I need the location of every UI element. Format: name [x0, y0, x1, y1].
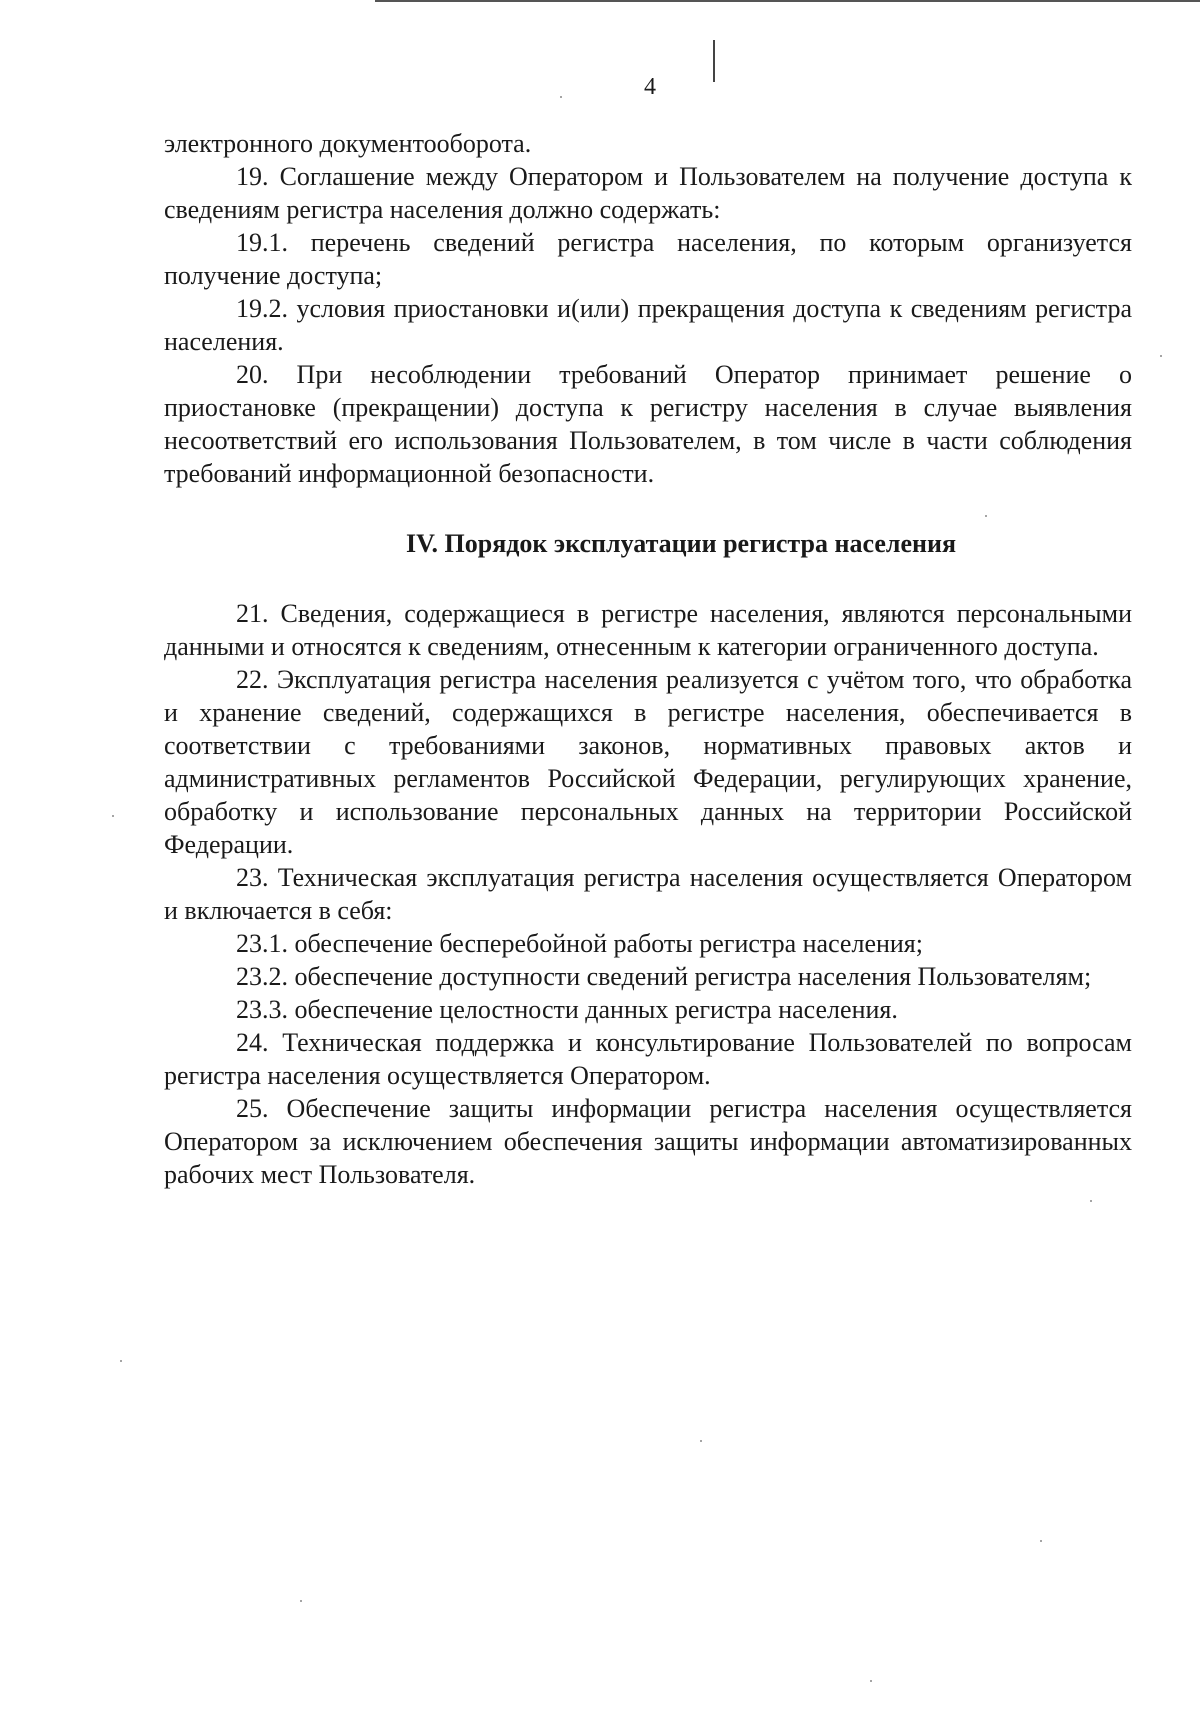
scan-speck — [985, 515, 987, 517]
paragraph-19-2: 19.2. условия приостановки и(или) прекращения доступа к сведениям регистра населения. — [164, 294, 1132, 356]
paragraph-23-3: 23.3. обеспечение целостности данных регистра населения. — [236, 995, 898, 1024]
paragraph-21: 21. Сведения, содержащиеся в регистре населения, являются персональными данными и относятся к сведениям, отнесенным к категории ограниченного доступа. — [164, 599, 1132, 661]
paragraph-25: 25. Обеспечение защиты информации регистра населения осуществляется Оператором за исключением обеспечения защиты информации автоматизированных рабочих мест Пользователя. — [164, 1094, 1132, 1189]
paragraph: электронного документооборота. — [164, 129, 532, 158]
scan-speck — [560, 96, 562, 98]
paragraph-23-1: 23.1. обеспечение бесперебойной работы регистра населения; — [236, 929, 923, 958]
scan-speck — [700, 1440, 702, 1442]
scan-edge-line — [375, 0, 1200, 2]
page-number: 4 — [644, 74, 656, 100]
document-body — [164, 127, 1132, 1191]
scan-speck — [1040, 1540, 1042, 1542]
scan-speck — [300, 1600, 302, 1602]
section-heading: IV. Порядок эксплуатации регистра населения — [405, 529, 957, 558]
paragraph-23: 23. Техническая эксплуатация регистра населения осуществляется Оператором и включается в себя: — [164, 863, 1132, 925]
scan-speck — [1090, 1200, 1092, 1202]
scan-speck — [120, 1360, 122, 1362]
paragraph-23-2: 23.2. обеспечение доступности сведений регистра населения Пользователям; — [236, 962, 1092, 991]
paragraph-24: 24. Техническая поддержка и консультирование Пользователей по вопросам регистра населения осуществляется Оператором. — [164, 1028, 1132, 1090]
paragraph-19-1: 19.1. перечень сведений регистра населения, по которым организуется получение доступа; — [164, 228, 1132, 290]
scan-speck — [870, 1680, 872, 1682]
scan-speck — [1160, 355, 1162, 357]
paragraph-20: 20. При несоблюдении требований Оператор принимает решение о приостановке (прекращении) доступа к регистру населения в случае выявления несоответствий его использования Пользователем, в том числе в части соблюдения требований информационной безопасности. — [164, 360, 1132, 488]
paragraph-19: 19. Соглашение между Оператором и Пользователем на получение доступа к сведениям регистра населения должно содержать: — [164, 162, 1132, 224]
paragraph-22: 22. Эксплуатация регистра населения реализуется с учётом того, что обработка и хранение сведений, содержащихся в регистре населения, обеспечивается в соответствии с требованиями законов, нормативных правовых актов и административных регламентов Российской Федерации, регулирующих хранение, обработку и использование персональных данных на территории Российской Федерации. — [164, 665, 1132, 859]
scan-speck — [112, 815, 114, 817]
